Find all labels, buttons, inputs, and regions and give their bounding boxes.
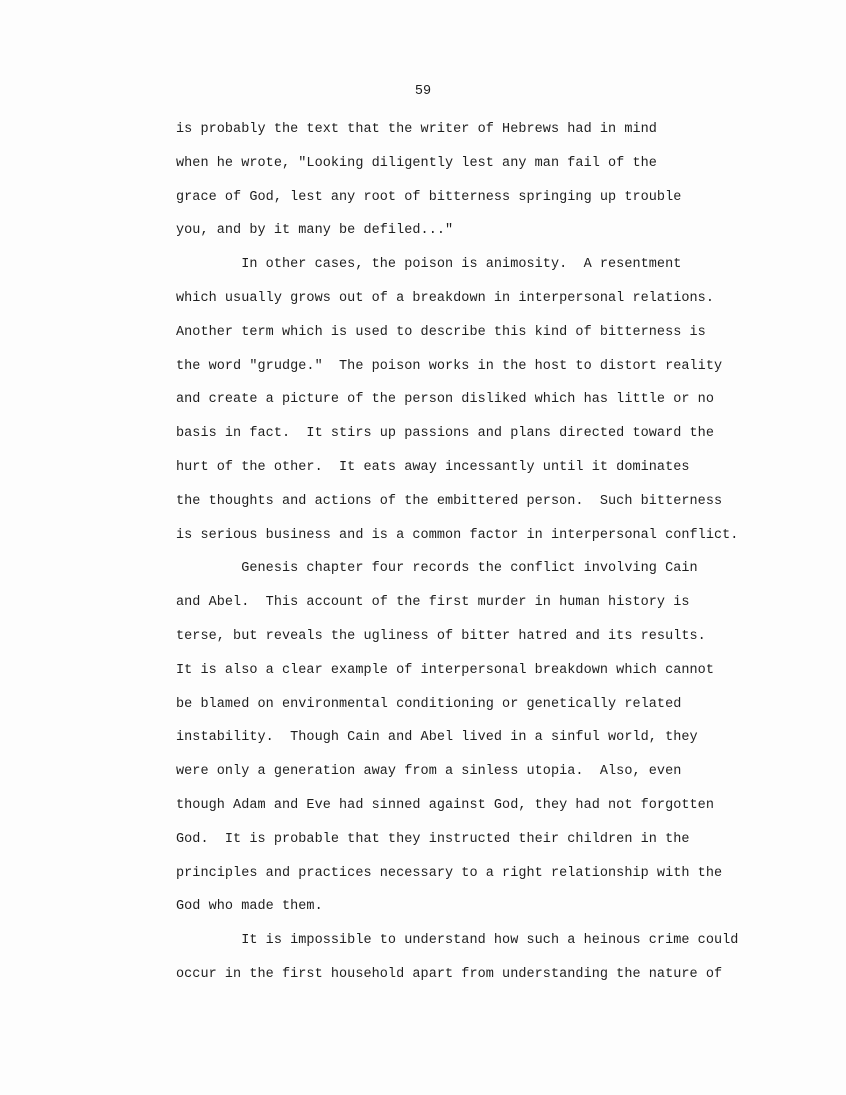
text-line: occur in the first household apart from understanding the nature of xyxy=(176,966,723,982)
text-line: basis in fact. It stirs up passions and plans directed toward the xyxy=(176,426,714,442)
text-line: when he wrote, "Looking diligently lest any man fail of the xyxy=(176,155,657,171)
text-line: you, and by it many be defiled..." xyxy=(176,223,454,239)
text-line: the word "grudge." The poison works in the host to distort reality xyxy=(176,358,723,374)
text-line: the thoughts and actions of the embittered person. Such bitterness xyxy=(176,493,723,509)
text-line: Another term which is used to describe this kind of bitterness is xyxy=(176,324,706,340)
text-line: grace of God, lest any root of bitterness springing up trouble xyxy=(176,189,682,205)
page-number: 59 xyxy=(414,84,432,99)
text-line: is probably the text that the writer of Hebrews had in mind xyxy=(176,122,657,137)
text-line: God. It is probable that they instructed their children in the xyxy=(176,831,690,847)
text-line: instability. Though Cain and Abel lived in a sinful world, they xyxy=(176,730,698,746)
text-line: principles and practices necessary to a right relationship with the xyxy=(176,865,723,881)
text-line: be blamed on environmental conditioning or genetically related xyxy=(176,696,682,712)
text-line: It is impossible to understand how such a heinous crime could xyxy=(176,933,739,949)
text-line: though Adam and Eve had sinned against God, they had not forgotten xyxy=(176,797,714,813)
text-line: In other cases, the poison is animosity. A resentment xyxy=(176,257,682,273)
text-line: were only a generation away from a sinless utopia. Also, even xyxy=(176,764,682,780)
body-text xyxy=(176,122,776,1001)
text-line: It is also a clear example of interpersonal breakdown which cannot xyxy=(176,662,714,678)
text-line: and Abel. This account of the first murder in human history is xyxy=(176,595,690,611)
text-line: which usually grows out of a breakdown in interpersonal relations. xyxy=(176,290,714,306)
text-line: hurt of the other. It eats away incessantly until it dominates xyxy=(176,459,690,475)
text-line: God who made them. xyxy=(176,899,323,915)
text-line: terse, but reveals the ugliness of bitter hatred and its results. xyxy=(176,628,706,644)
text-line: Genesis chapter four records the conflict involving Cain xyxy=(176,561,698,577)
text-line: is serious business and is a common factor in interpersonal conflict. xyxy=(176,527,739,543)
text-line: and create a picture of the person disliked which has little or no xyxy=(176,392,714,408)
